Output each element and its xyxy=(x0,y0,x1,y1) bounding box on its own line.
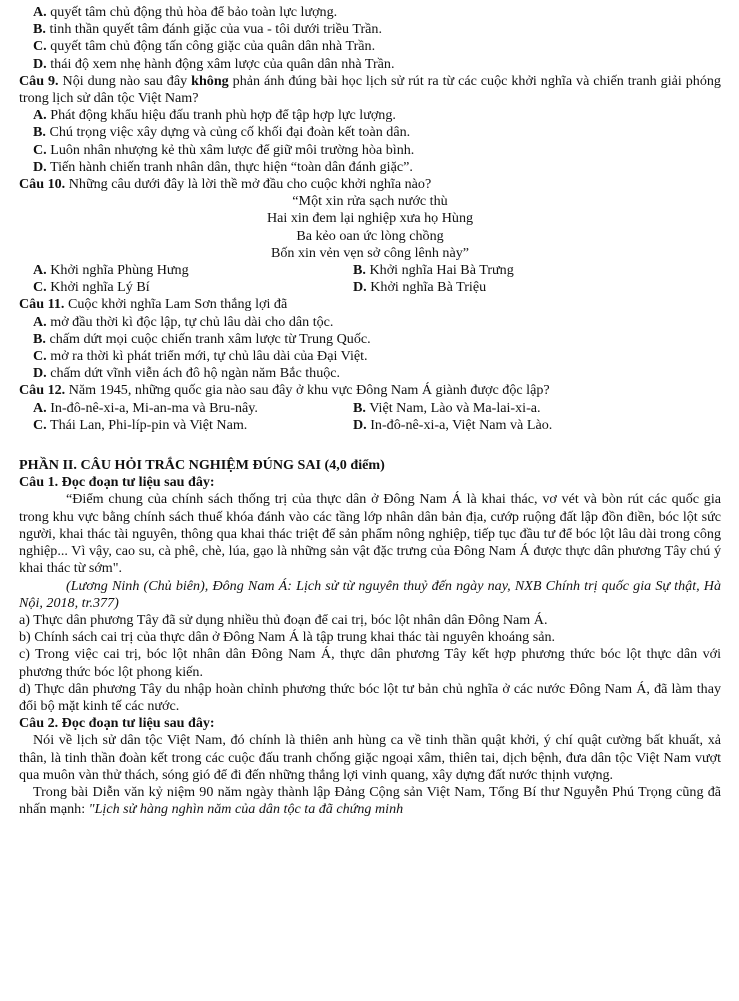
q8-option-d: D. thái độ xem nhẹ hành động xâm lược của quân dân nhà Trần. xyxy=(33,55,395,72)
q11-option-c: C. mở ra thời kì phát triển mới, tự chủ lâu dài của Đại Việt. xyxy=(33,348,368,365)
q11-option-b: B. chấm dứt mọi cuộc chiến tranh xâm lược từ Trung Quốc. xyxy=(33,330,371,347)
poem-line: “Một xin rửa sạch nước thù xyxy=(292,193,448,210)
part2-heading: PHẦN II. CÂU HỎI TRẮC NGHIỆM ĐÚNG SAI (4,0 điểm) xyxy=(19,457,385,474)
part2-q2-paragraph-2: Trong bài Diễn văn kỷ niệm 90 năm ngày thành lập Đảng Cộng sản Việt Nam, Tổng Bí thư Nguyễn Phú Trọng cũng đã nhấn mạnh: "Lịch sử hàng nghìn năm của dân tộc ta đã chứng minh xyxy=(19,783,721,818)
q9-stem: Câu 9. Nội dung nào sau đây không phản ánh đúng bài học lịch sử rút ra từ các cuộc khởi nghĩa và chiến tranh giải phóng trong lịch sử dân tộc Việt Nam? xyxy=(19,72,721,107)
q10-options-row-2 xyxy=(19,279,721,296)
q12-options-row-1 xyxy=(19,400,721,417)
part2-q1-source: (Lương Ninh (Chủ biên), Đông Nam Á: Lịch sử từ nguyên thuỷ đến ngày nay, NXB Chính trị quốc gia Sự thật, Hà Nội, 2018, tr.377) xyxy=(19,577,721,611)
q12-options-row-2 xyxy=(19,417,721,434)
q10-stem: Câu 10. Những câu dưới đây là lời thề mở đầu cho cuộc khởi nghĩa nào? xyxy=(19,176,432,193)
statement-d: d) Thực dân phương Tây du nhập hoàn chỉnh phương thức bóc lột tư bản chủ nghĩa ở các nước Đông Nam Á, đã làm thay đổi bộ mặt kinh tế các nước. xyxy=(19,680,721,714)
q12-option-b: B. Việt Nam, Lào và Ma-lai-xi-a. xyxy=(353,399,541,416)
q12-stem: Câu 12. Năm 1945, những quốc gia nào sau đây ở khu vực Đông Nam Á giành được độc lập? xyxy=(19,382,550,399)
q11-stem: Câu 11. Cuộc khởi nghĩa Lam Sơn thắng lợi đã xyxy=(19,296,288,313)
statement-b: b) Chính sách cai trị của thực dân ở Đông Nam Á là tập trung khai thác tài nguyên khoáng sản. xyxy=(19,629,556,646)
statement-a: a) Thực dân phương Tây đã sử dụng nhiều thủ đoạn để cai trị, bóc lột nhân dân Đông Nam Á. xyxy=(19,611,548,628)
q10-option-d: D. Khởi nghĩa Bà Triệu xyxy=(353,279,487,296)
q10-option-b: B. Khởi nghĩa Hai Bà Trưng xyxy=(353,262,514,279)
poem-line: Bốn xin vẻn vẹn sở công lênh này” xyxy=(270,244,470,261)
q11-option-a: A. mở đầu thời kì độc lập, tự chủ lâu dài cho dân tộc. xyxy=(33,313,334,330)
q9-option-d: D. Tiến hành chiến tranh nhân dân, thực hiện “toàn dân đánh giặc”. xyxy=(33,158,413,175)
q8-option-a: A. quyết tâm chủ động thủ hòa để bảo toàn lực lượng. xyxy=(33,4,338,20)
statement-c: c) Trong việc cai trị, bóc lột nhân dân Đông Nam Á, thực dân phương Tây kết hợp phương thức bóc lột thực dân với phương thức bóc lột phong kiến. xyxy=(19,646,721,680)
q10-options-row-1 xyxy=(19,262,721,279)
q10-option-c: C. Khởi nghĩa Lý Bí xyxy=(33,279,150,296)
q8-option-b: B. tinh thần quyết tâm đánh giặc của vua - tôi dưới triều Trần. xyxy=(33,21,382,38)
part2-q2-paragraph-1: Nói về lịch sử dân tộc Việt Nam, đó chính là thiên anh hùng ca về tinh thần quật khởi, ý chí quật cường bất khuất, xả thân, là tinh thần đoàn kết trong các cuộc đấu tranh chống giặc ngoại xâm, thiên tai, dịch bệnh, đưa dân tộc Việt Nam vượt qua muôn vàn thử thách, sóng gió để đi đến những thắng lợi vinh quang, xây dựng đất nước thịnh vượng. xyxy=(19,732,721,783)
part2-q2-heading: Câu 2. Đọc đoạn tư liệu sau đây: xyxy=(19,715,215,732)
q10-option-a: A. Khởi nghĩa Phùng Hưng xyxy=(33,262,189,279)
q9-option-c: C. Luôn nhân nhượng kẻ thù xâm lược để giữ môi trường hòa bình. xyxy=(33,141,415,158)
part2-q1-heading: Câu 1. Đọc đoạn tư liệu sau đây: xyxy=(19,474,215,491)
q9-option-b: B. Chú trọng việc xây dựng và củng cố khối đại đoàn kết toàn dân. xyxy=(33,124,411,141)
q8-options xyxy=(19,4,721,73)
q10-poem xyxy=(19,193,721,262)
section-spacer xyxy=(19,434,721,457)
q11-option-d: D. chấm dứt vĩnh viễn ách đô hộ ngàn năm Bắc thuộc. xyxy=(33,365,341,382)
q12-option-d: D. In-đô-nê-xi-a, Việt Nam và Lào. xyxy=(353,416,553,433)
q12-option-a: A. In-đô-nê-xi-a, Mi-an-ma và Bru-nây. xyxy=(33,399,258,416)
part2-q1-quote: “Điểm chung của chính sách thống trị của thực dân ở Đông Nam Á là khai thác, vơ vét và bòn rút các quốc gia trong khu vực bằng chính sách thuế khóa đánh vào các tầng lớp nhân dân bản địa, cướp ruộng đất lập đồn điền, bóc lột sức người, khai thác tài nguyên, thông qua khai thác triệt để sản phẩm nông nghiệp, tiếp tục đầu tư để bóc lột lâu dài trong công nghiệp... Vì vậy, cao su, cà phê, chè, lúa, gạo là những sản vật đặc trưng của Đông Nam Á được thực dân phương Tây chú ý khai thác từ sớm". xyxy=(19,491,721,577)
q8-option-c: C. quyết tâm chủ động tấn công giặc của quân dân nhà Trần. xyxy=(33,38,376,55)
poem-line: Ba kẻo oan ức lòng chồng xyxy=(296,227,444,244)
poem-line: Hai xin đem lại nghiệp xưa họ Hùng xyxy=(266,210,474,227)
q12-option-c: C. Thái Lan, Phi-líp-pin và Việt Nam. xyxy=(33,416,248,433)
q9-option-a: A. Phát động khẩu hiệu đấu tranh phù hợp để tập hợp lực lượng. xyxy=(33,107,396,124)
